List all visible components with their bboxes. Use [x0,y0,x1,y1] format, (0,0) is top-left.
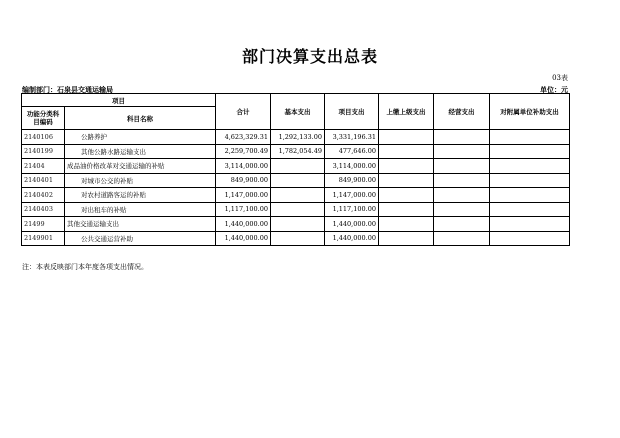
total-cell: 1,117,100.00 [216,202,271,217]
operation-cell [434,188,490,203]
header-item-group: 项目 [22,94,216,107]
operation-cell [434,144,490,159]
header-func-code: 功能分类科目编码 [22,107,65,130]
total-cell: 1,440,000.00 [216,231,271,246]
subject-name-cell: 成品油价格改革对交通运输的补贴 [65,159,216,174]
header-subject-name: 科目名称 [65,107,216,130]
total-cell: 849,900.00 [216,173,271,188]
total-cell: 2,259,700.49 [216,144,271,159]
unit-label: 单位：元 [540,85,568,94]
func-code-cell: 2140106 [22,130,65,145]
project-cell: 477,646.00 [325,144,379,159]
operation-cell [434,130,490,145]
subject-name-cell: 公共交通运营补助 [65,231,216,246]
table-row [22,217,570,232]
total-cell: 1,440,000.00 [216,217,271,232]
basic-cell [271,202,325,217]
func-code-cell: 2149901 [22,231,65,246]
operation-cell [434,173,490,188]
subject-name-cell: 对城市公交的补贴 [65,173,216,188]
header-total: 合计 [216,94,271,130]
project-cell: 849,900.00 [325,173,379,188]
upper-cell [379,159,434,174]
project-cell: 3,331,196.31 [325,130,379,145]
project-cell: 1,440,000.00 [325,217,379,232]
subsidy-cell [490,173,570,188]
func-code-cell: 2140402 [22,188,65,203]
footnote: 注：本表反映部门本年度各项支出情况。 [22,263,148,271]
subsidy-cell [490,144,570,159]
project-cell: 1,117,100.00 [325,202,379,217]
upper-cell [379,188,434,203]
subsidy-cell [490,130,570,145]
total-cell: 4,623,329.31 [216,130,271,145]
table-row [22,202,570,217]
table-row [22,130,570,145]
operation-cell [434,202,490,217]
subsidy-cell [490,231,570,246]
func-code-cell: 21404 [22,159,65,174]
table-row [22,144,570,159]
basic-cell: 1,292,133.00 [271,130,325,145]
table-row [22,231,570,246]
subject-name-cell: 对农村道路客运的补贴 [65,188,216,203]
operation-cell [434,217,490,232]
basic-cell [271,159,325,174]
upper-cell [379,173,434,188]
table-row [22,173,570,188]
project-cell: 1,147,000.00 [325,188,379,203]
upper-cell [379,202,434,217]
header-project: 项目支出 [325,94,379,130]
operation-cell [434,231,490,246]
upper-cell [379,231,434,246]
basic-cell [271,231,325,246]
project-cell: 1,440,000.00 [325,231,379,246]
subsidy-cell [490,202,570,217]
header-operation: 经营支出 [434,94,490,130]
subsidy-cell [490,188,570,203]
basic-cell [271,217,325,232]
org-label: 编制部门：石泉县交通运输局 [22,85,113,94]
header-subsidy: 对附属单位补助支出 [490,94,570,130]
func-code-cell: 2140199 [22,144,65,159]
func-code-cell: 2140401 [22,173,65,188]
subject-name-cell: 对出租车的补贴 [65,202,216,217]
subsidy-cell [490,217,570,232]
table-code: 03表 [552,74,568,82]
page-title: 部门决算支出总表 [241,47,378,66]
operation-cell [434,159,490,174]
total-cell: 1,147,000.00 [216,188,271,203]
upper-cell [379,144,434,159]
subject-name-cell: 其他交通运输支出 [65,217,216,232]
subject-name-cell: 公路养护 [65,130,216,145]
upper-cell [379,217,434,232]
table-row [22,188,570,203]
header-upper: 上缴上级支出 [379,94,434,130]
func-code-cell: 2140403 [22,202,65,217]
header-basic: 基本支出 [271,94,325,130]
project-cell: 3,114,000.00 [325,159,379,174]
subject-name-cell: 其他公路水路运输支出 [65,144,216,159]
expenditure-table [21,93,570,246]
table-row [22,159,570,174]
upper-cell [379,130,434,145]
subsidy-cell [490,159,570,174]
basic-cell [271,173,325,188]
total-cell: 3,114,000.00 [216,159,271,174]
basic-cell: 1,782,054.49 [271,144,325,159]
basic-cell [271,188,325,203]
func-code-cell: 21499 [22,217,65,232]
